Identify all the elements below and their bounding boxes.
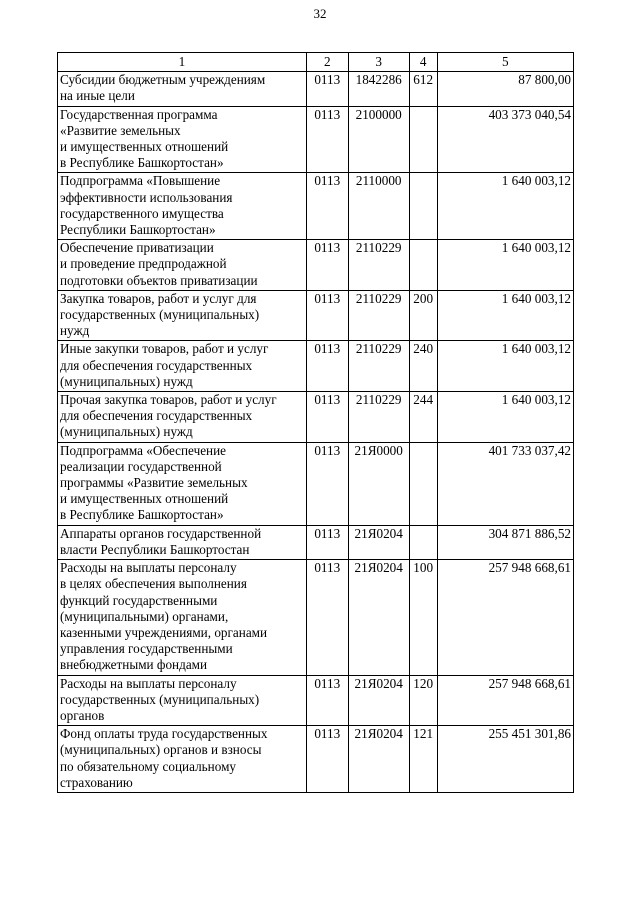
column-header-2: 2: [306, 53, 348, 72]
expense-name-line: Расходы на выплаты персоналу: [60, 560, 237, 576]
table-row: [58, 173, 574, 240]
expense-name-line: нужд: [60, 323, 90, 339]
table-row: [58, 341, 574, 392]
expense-name-cell: [58, 173, 307, 240]
target-code-cell: 2110229: [348, 290, 409, 341]
section-code-cell: 0113: [306, 525, 348, 559]
column-header-1: 1: [58, 53, 307, 72]
table-row: [58, 525, 574, 559]
expense-name-cell: [58, 240, 307, 291]
expense-name-line: государственного имущества: [60, 205, 224, 221]
expense-name-line: Фонд оплаты труда государственных: [60, 726, 268, 742]
section-code-cell: 0113: [306, 675, 348, 726]
amount-cell: 257 948 668,61: [437, 560, 573, 675]
target-code-cell: 21Я0204: [348, 525, 409, 559]
expense-type-cell: 121: [409, 726, 437, 793]
expense-name-line: Закупка товаров, работ и услуг для: [60, 290, 257, 306]
expense-name-line: Обеспечение приватизации: [60, 240, 214, 256]
expense-name-line: Аппараты органов государственной: [60, 525, 262, 541]
section-code-cell: 0113: [306, 72, 348, 106]
target-code-cell: 2100000: [348, 106, 409, 173]
table-row: [58, 240, 574, 291]
page-number: 32: [313, 6, 327, 21]
section-code-cell: 0113: [306, 173, 348, 240]
expense-name-line: в целях обеспечения выполнения: [60, 576, 247, 592]
expense-name-line: Государственная программа: [60, 106, 218, 122]
table-row: [58, 442, 574, 525]
amount-cell: 87 800,00: [437, 72, 573, 106]
expense-name-line: власти Республики Башкортостан: [60, 541, 250, 557]
expense-name-line: (муниципальных) нужд: [60, 373, 193, 389]
expense-name-cell: [58, 560, 307, 675]
table-row: [58, 72, 574, 106]
amount-cell: 1 640 003,12: [437, 341, 573, 392]
expense-type-cell: [409, 240, 437, 291]
expense-name-line: Субсидии бюджетным учреждениям: [60, 72, 266, 88]
table-body: [58, 72, 574, 793]
section-code-cell: 0113: [306, 106, 348, 173]
amount-cell: 1 640 003,12: [437, 173, 573, 240]
expense-type-cell: 120: [409, 675, 437, 726]
expense-type-cell: 200: [409, 290, 437, 341]
expense-name-line: внебюджетными фондами: [60, 657, 208, 673]
target-code-cell: 21Я0204: [348, 675, 409, 726]
table-row: [58, 106, 574, 173]
target-code-cell: 2110229: [348, 392, 409, 443]
column-header-5: 5: [437, 53, 573, 72]
expense-name-line: (муниципальных) органов и взносы: [60, 742, 262, 758]
expense-name-line: государственных (муниципальных): [60, 691, 260, 707]
target-code-cell: 21Я0204: [348, 726, 409, 793]
expense-name-line: реализации государственной: [60, 458, 222, 474]
section-code-cell: 0113: [306, 240, 348, 291]
expense-name-cell: [58, 525, 307, 559]
column-header-3: 3: [348, 53, 409, 72]
amount-cell: 403 373 040,54: [437, 106, 573, 173]
expense-name-line: государственных (муниципальных): [60, 307, 260, 323]
expense-name-line: для обеспечения государственных: [60, 357, 253, 373]
expense-name-cell: [58, 290, 307, 341]
amount-cell: 401 733 037,42: [437, 442, 573, 525]
target-code-cell: 2110229: [348, 240, 409, 291]
expense-name-line: Подпрограмма «Повышение: [60, 173, 221, 189]
expense-name-line: и имущественных отношений: [60, 139, 229, 155]
section-code-cell: 0113: [306, 341, 348, 392]
table-row: [58, 726, 574, 793]
expense-name-cell: [58, 675, 307, 726]
expense-type-cell: 100: [409, 560, 437, 675]
expense-name-line: эффективности использования: [60, 189, 233, 205]
expense-name-line: органов: [60, 707, 105, 723]
target-code-cell: 21Я0000: [348, 442, 409, 525]
expense-type-cell: [409, 525, 437, 559]
expense-name-line: подготовки объектов приватизации: [60, 272, 258, 288]
amount-cell: 255 451 301,86: [437, 726, 573, 793]
expense-name-cell: [58, 106, 307, 173]
header-row: [58, 53, 574, 72]
expense-name-cell: [58, 72, 307, 106]
expense-name-line: (муниципальными) органами,: [60, 608, 229, 624]
section-code-cell: 0113: [306, 560, 348, 675]
expense-type-cell: 244: [409, 392, 437, 443]
expense-name-line: по обязательному социальному: [60, 758, 237, 774]
table-row: [58, 290, 574, 341]
expense-name-line: Подпрограмма «Обеспечение: [60, 442, 227, 458]
table-row: [58, 560, 574, 675]
section-code-cell: 0113: [306, 392, 348, 443]
expense-name-line: программы «Развитие земельных: [60, 475, 248, 491]
expense-name-cell: [58, 442, 307, 525]
expense-type-cell: 612: [409, 72, 437, 106]
expense-name-line: и проведение предпродажной: [60, 256, 227, 272]
expense-type-cell: 240: [409, 341, 437, 392]
target-code-cell: 2110000: [348, 173, 409, 240]
expense-name-line: и имущественных отношений: [60, 491, 229, 507]
expense-name-line: Иные закупки товаров, работ и услуг: [60, 341, 269, 357]
amount-cell: 1 640 003,12: [437, 290, 573, 341]
expense-name-line: «Развитие земельных: [60, 122, 181, 138]
target-code-cell: 21Я0204: [348, 560, 409, 675]
expense-name-line: управления государственными: [60, 641, 233, 657]
expense-name-line: Прочая закупка товаров, работ и услуг: [60, 392, 277, 408]
amount-cell: 257 948 668,61: [437, 675, 573, 726]
expense-name-line: казенными учреждениями, органами: [60, 624, 268, 640]
expense-name-line: Расходы на выплаты персоналу: [60, 675, 237, 691]
expense-name-line: в Республике Башкортостан»: [60, 507, 224, 523]
column-header-4: 4: [409, 53, 437, 72]
section-code-cell: 0113: [306, 726, 348, 793]
expense-name-line: для обеспечения государственных: [60, 408, 253, 424]
expense-type-cell: [409, 106, 437, 173]
amount-cell: 1 640 003,12: [437, 240, 573, 291]
section-code-cell: 0113: [306, 442, 348, 525]
amount-cell: 304 871 886,52: [437, 525, 573, 559]
section-code-cell: 0113: [306, 290, 348, 341]
expense-name-line: функций государственными: [60, 592, 218, 608]
expense-name-cell: [58, 341, 307, 392]
amount-cell: 1 640 003,12: [437, 392, 573, 443]
expense-name-cell: [58, 726, 307, 793]
expense-name-line: Республики Башкортостан»: [60, 222, 216, 238]
table-row: [58, 675, 574, 726]
expense-name-cell: [58, 392, 307, 443]
table-row: [58, 392, 574, 443]
expense-type-cell: [409, 442, 437, 525]
target-code-cell: 2110229: [348, 341, 409, 392]
expense-name-line: (муниципальных) нужд: [60, 424, 193, 440]
budget-table: [57, 52, 574, 793]
expense-name-line: на иные цели: [60, 88, 135, 104]
target-code-cell: 1842286: [348, 72, 409, 106]
expense-name-line: страхованию: [60, 774, 133, 790]
expense-name-line: в Республике Башкортостан»: [60, 155, 224, 171]
expense-type-cell: [409, 173, 437, 240]
